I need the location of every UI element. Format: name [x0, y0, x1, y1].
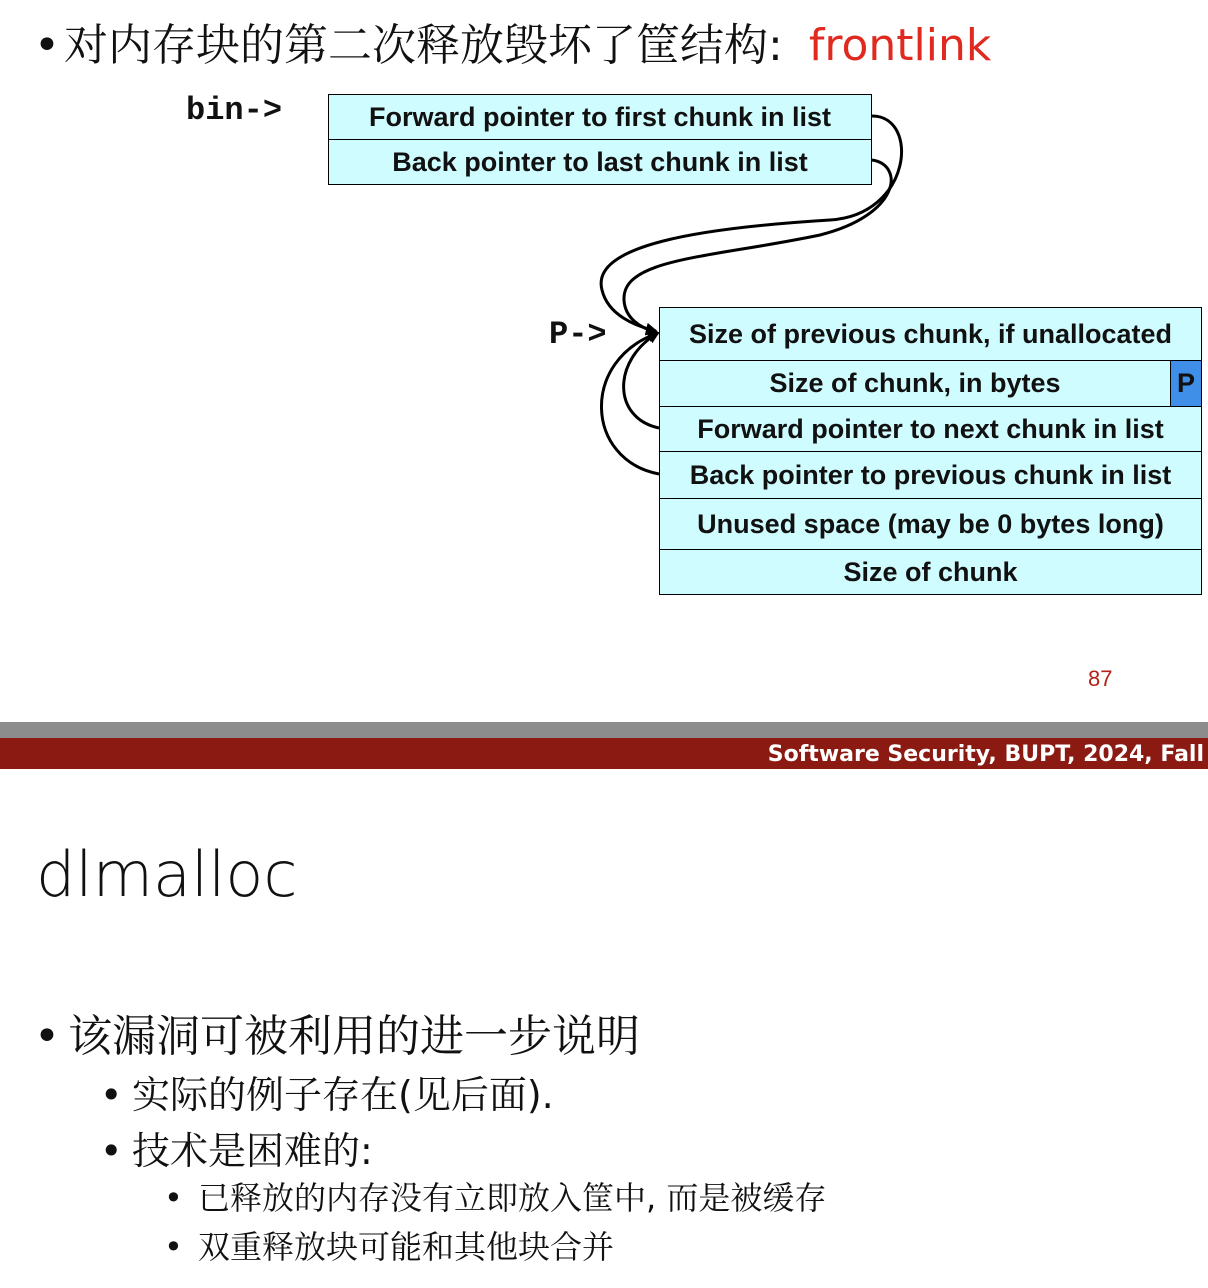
bullet-text: 对内存块的第二次释放毁坏了筐结构: — [64, 20, 783, 71]
footer-gray-bar — [0, 722, 1208, 738]
sub-bullet-difficulty — [100, 1120, 373, 1175]
chunk-forward-pointer-cell: Forward pointer to next chunk in list — [659, 406, 1202, 452]
sub-bullet-example — [100, 1064, 554, 1119]
chunk-size-cell: Size of chunk, in bytes — [659, 360, 1171, 407]
chunk-size-footer-cell: Size of chunk — [659, 549, 1202, 595]
sub-bullet-text: 技术是困难的: — [132, 1129, 373, 1173]
frontlink-highlight: frontlink — [808, 20, 992, 71]
bullet-text: 该漏洞可被利用的进一步说明 — [68, 1011, 640, 1062]
footer-text: Software Security, BUPT, 2024, Fall — [767, 742, 1204, 767]
sub-sub-bullet-text: 双重释放块可能和其他块合并 — [198, 1228, 615, 1266]
page-number: 87 — [1088, 666, 1113, 691]
bin-back-arrow — [624, 160, 891, 332]
chunk-back-pointer-cell: Back pointer to previous chunk in list — [659, 451, 1202, 499]
bullet-dot: • — [100, 1073, 123, 1117]
bullet-vulnerability — [34, 1000, 640, 1064]
chunk-back-arrow — [601, 333, 659, 474]
bullet-dot: • — [34, 20, 60, 71]
bin-back-pointer-cell: Back pointer to last chunk in list — [328, 139, 872, 185]
sub-sub-bullet-text: 已释放的内存没有立即放入筐中, 而是被缓存 — [198, 1179, 827, 1217]
chunk-unused-space-cell: Unused space (may be 0 bytes long) — [659, 498, 1202, 550]
bin-forward-arrow — [601, 116, 901, 331]
sub-sub-bullet-cached — [164, 1173, 826, 1219]
sub-sub-bullet-merge — [164, 1222, 614, 1268]
slide-title: dlmalloc — [36, 838, 298, 911]
bin-forward-pointer-cell: Forward pointer to first chunk in list — [328, 94, 872, 140]
bullet-dot: • — [164, 1179, 183, 1217]
chunk-prev-size-cell: Size of previous chunk, if unallocated — [659, 307, 1202, 361]
bullet-dot: • — [164, 1228, 183, 1266]
bullet-dot: • — [34, 1011, 60, 1062]
prev-in-use-flag: P — [1170, 360, 1202, 407]
p-label: P-> — [549, 316, 607, 353]
sub-bullet-text: 实际的例子存在(见后面). — [132, 1073, 554, 1117]
bullet-dot: • — [100, 1129, 123, 1173]
bin-label: bin-> — [186, 92, 283, 129]
